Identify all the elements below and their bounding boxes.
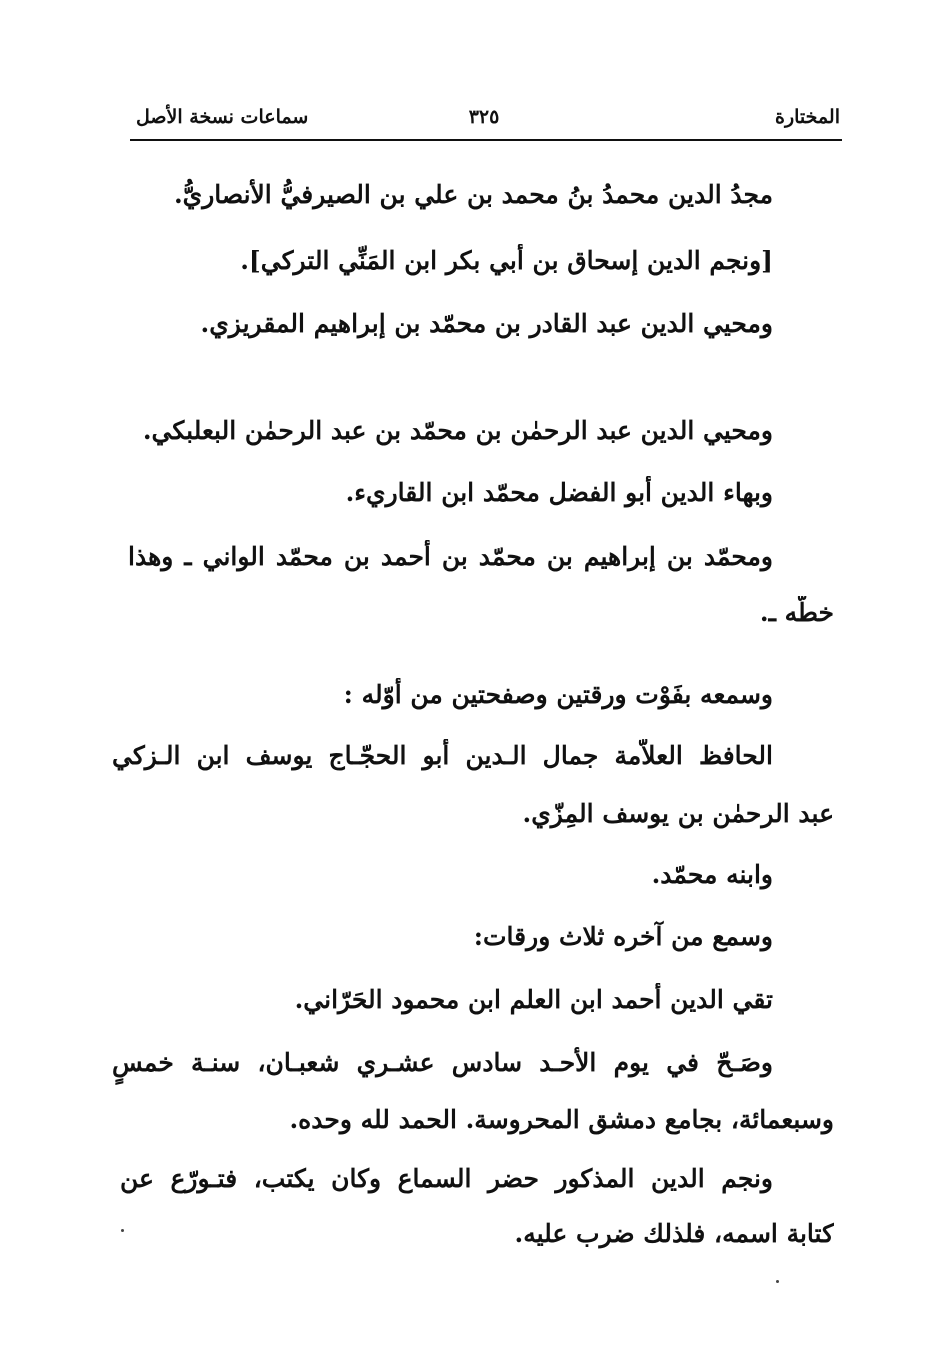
- text-line: وسبعمائة، بجامع دمشق المحروسة. الحمد لله وحده.: [289, 1105, 834, 1134]
- text-line: [ونجم الدين إسحاق بن أبي بكر ابن المَنِّي التركي].: [240, 246, 773, 275]
- text-line: وسمعه بفَوْت ورقتين وصفحتين من أوّله :: [343, 680, 773, 709]
- text-line: كتابة اسمه، فلذلك ضرب عليه.: [514, 1219, 834, 1248]
- text-line: ومحمّد بن إبراهيم بن محمّد بن أحمد بن محمّد الواني ـ وهذا: [128, 542, 773, 571]
- scan-speck: [121, 1229, 124, 1232]
- text-line: تقي الدين أحمد ابن العلم ابن محمود الحَرّاني.: [294, 985, 773, 1014]
- text-line: وصَـحّ في يوم الأحـد سادس عشـري شعبـان، سنـة خمسٍ: [112, 1048, 773, 1077]
- text-line: خطُّه ـ.: [759, 598, 834, 627]
- text-line: ومحيي الدين عبد القادر بن محمّد بن إبراهيم المقريزي.: [200, 309, 773, 338]
- text-line: مجدُ الدين محمدُ بنُ محمد بن علي بن الصيرفيُّ الأنصاريُّ.: [173, 180, 773, 209]
- text-line: عبد الرحمٰن بن يوسف المِزّي.: [522, 799, 834, 828]
- page-number: ٣٢٥: [468, 106, 500, 128]
- book-title: المختارة: [775, 106, 840, 128]
- text-line: الحافظ العلاّمة جمال الـدين أبو الحجّـاج يوسف ابن الـزكي: [112, 741, 773, 770]
- text-line: وبهاء الدين أبو الفضل محمّد ابن القاريء.: [345, 478, 773, 507]
- text-line: ونجم الدين المذكور حضر السماع وكان يكتب، فتـورّع عن: [120, 1164, 773, 1193]
- text-line: وابنه محمّد.: [651, 860, 773, 889]
- scan-speck: [776, 1280, 779, 1283]
- text-line: وسمع من آخره ثلاث ورقات:: [473, 922, 773, 951]
- text-line: ومحيي الدين عبد الرحمٰن بن محمّد بن عبد الرحمٰن البعلبكي.: [142, 416, 773, 445]
- section-title: سماعات نسخة الأصل: [136, 106, 309, 128]
